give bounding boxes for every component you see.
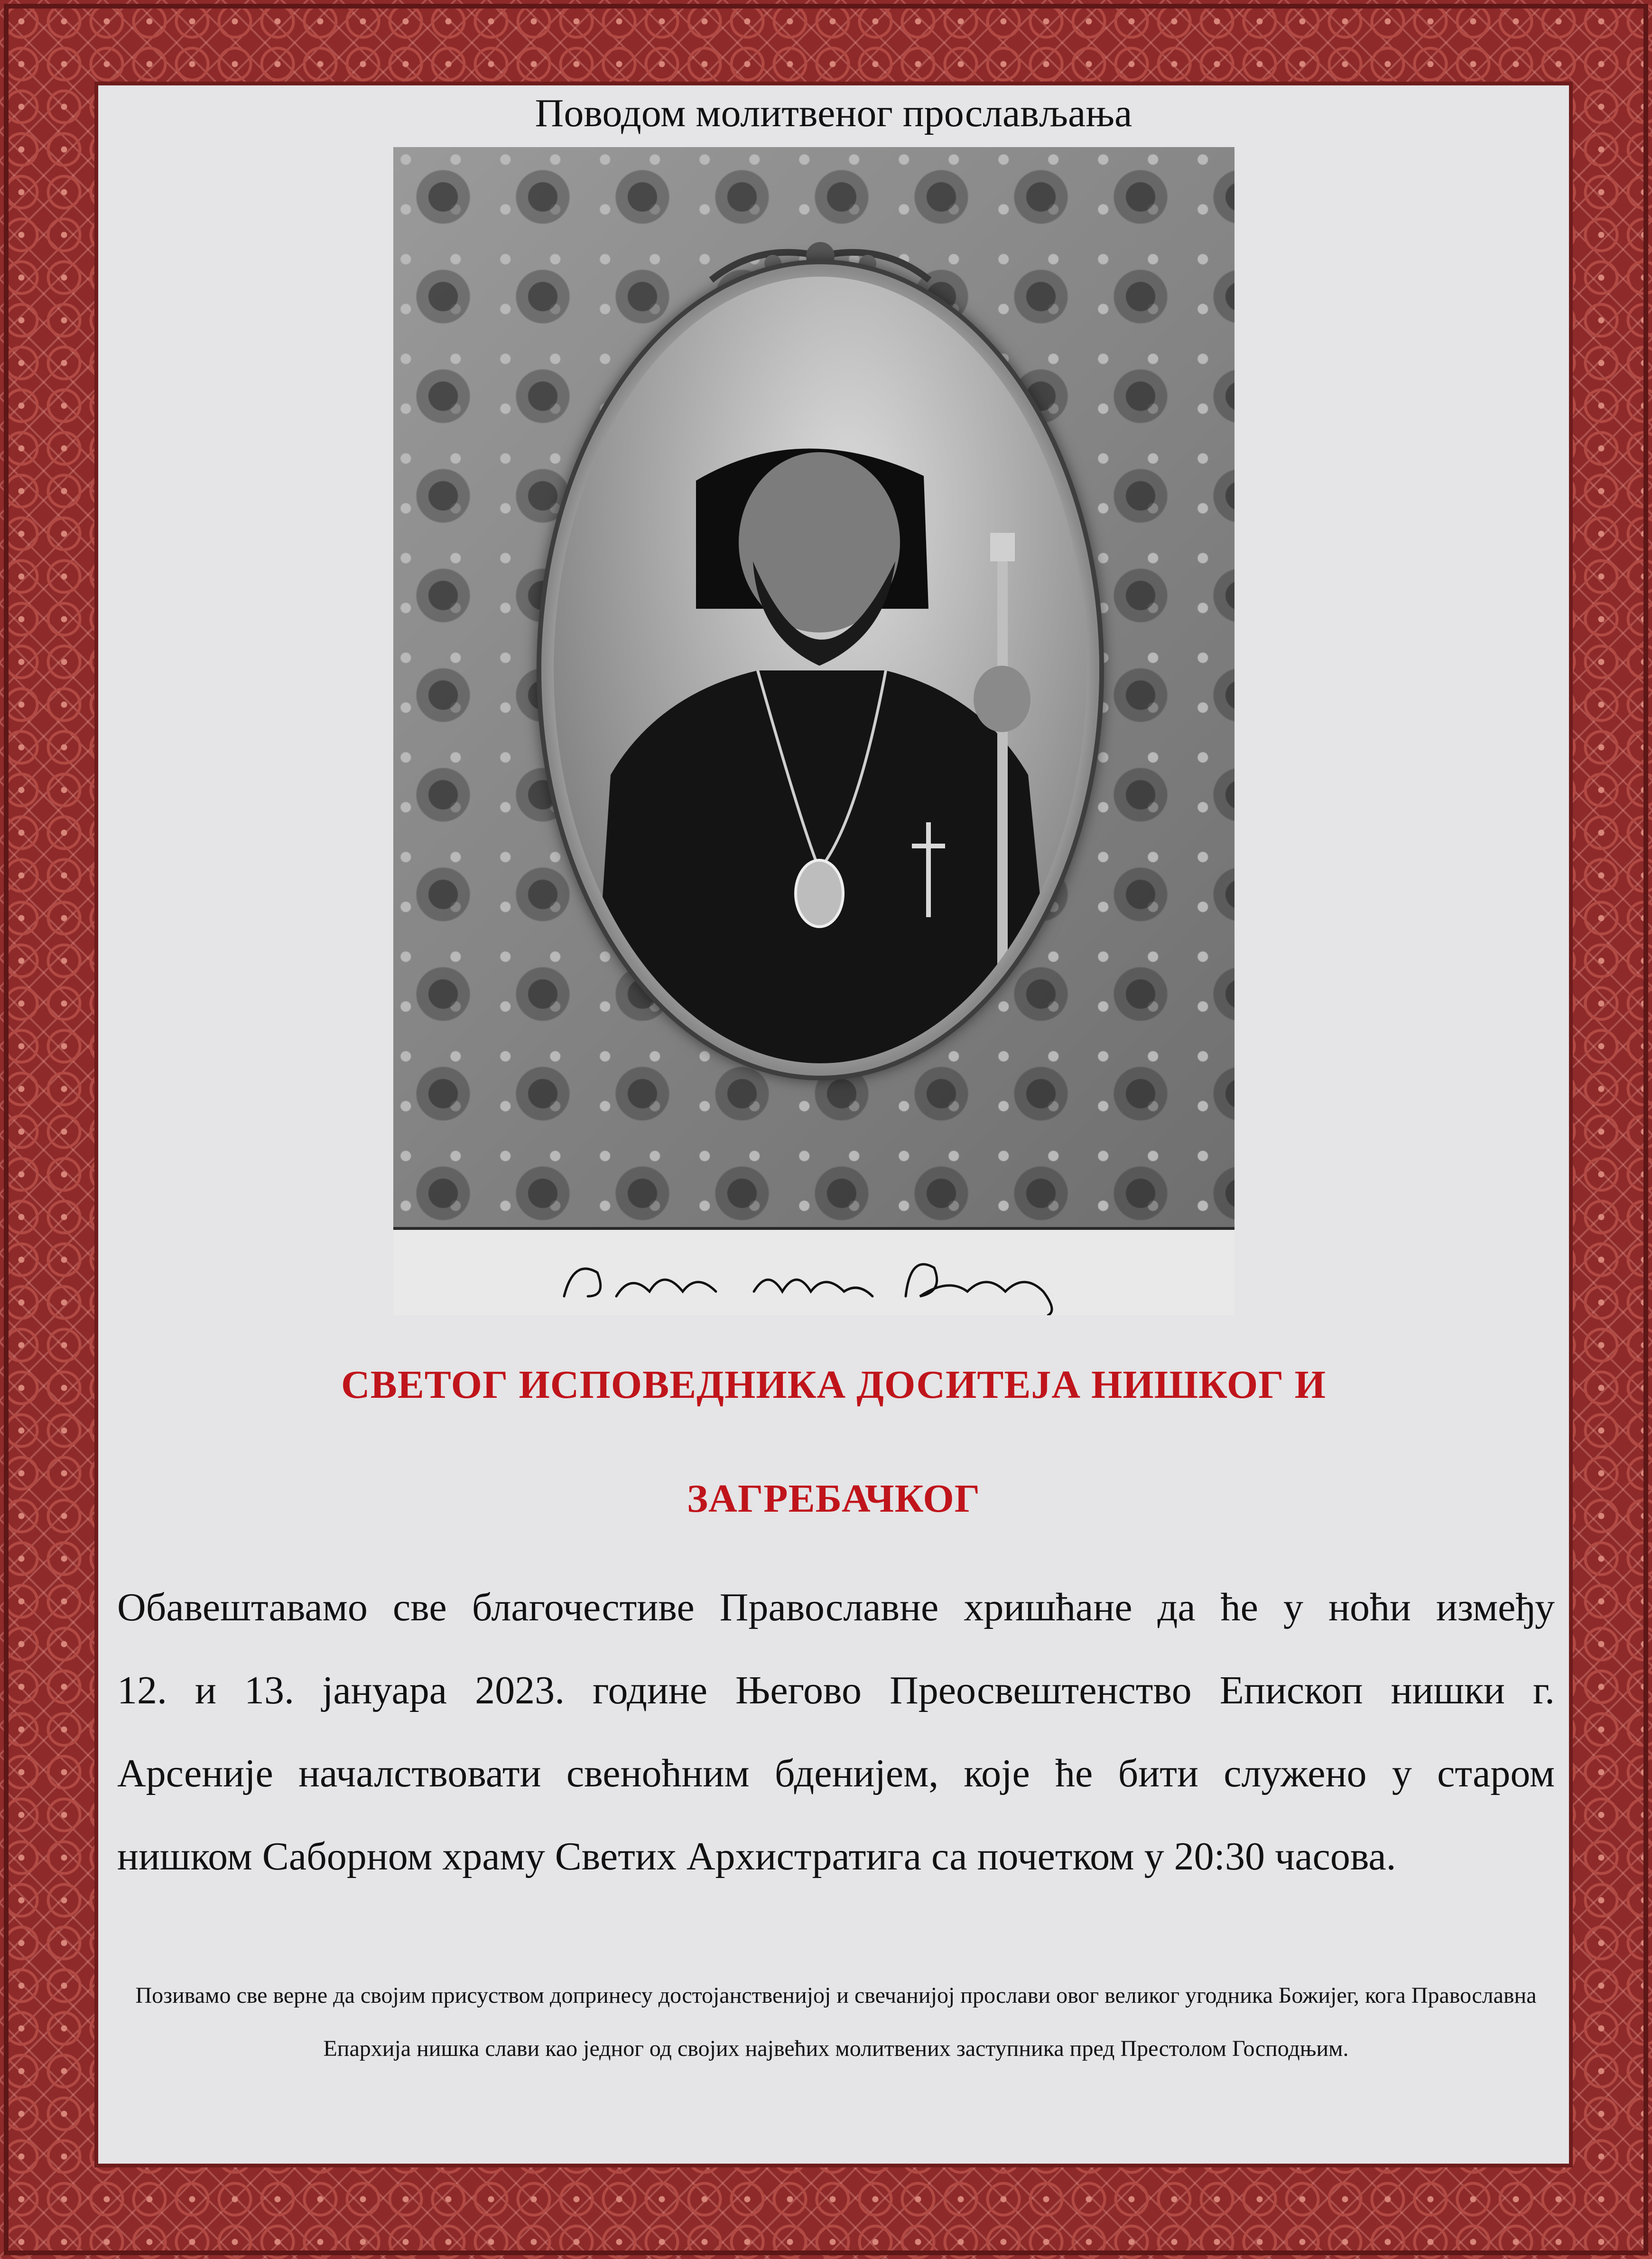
oval-frame bbox=[541, 264, 1099, 1076]
bishop-portrait-photo bbox=[393, 147, 1234, 1315]
signature-handwriting bbox=[393, 1244, 1234, 1315]
occasion-line: Поводом молитвеног прослављања bbox=[535, 91, 1132, 135]
announcement-line: Арсеније началствовати свеноћним бденијем, које ће бити служено у старом bbox=[117, 1751, 1555, 1795]
portrait-oval bbox=[554, 277, 1087, 1063]
feast-title-line-2: ЗАГРЕБАЧКОГ bbox=[687, 1477, 981, 1521]
announcement-line: Обавештавамо све благочестиве Православне хришћане да ће у ноћи између bbox=[117, 1585, 1555, 1629]
page-panel bbox=[98, 85, 1569, 2164]
bishop-figure-icon bbox=[554, 277, 1087, 1063]
announcement-line: 12. и 13. јануара 2023. године Његово Преосвештенство Епископ нишки г. bbox=[117, 1668, 1555, 1712]
announcement-paragraph bbox=[117, 1566, 1555, 1898]
feast-title-line-1: СВЕТОГ ИСПОВЕДНИКА ДОСИТЕЈА НИШКОГ И bbox=[341, 1363, 1326, 1407]
signature-strip bbox=[393, 1227, 1234, 1315]
announcement-line: нишком Саборном храму Светих Архистратига са почетком у 20:30 часова. bbox=[117, 1834, 1396, 1878]
invitation-paragraph: Позивамо све верне да својим присуством допринесу достојанственијој и свечанијој прослави овог великог угодника Божијег, кога Православна Епархија нишка слави као једног од својих највећих молитвених заступника пред Престолом Господњим. bbox=[135, 1983, 1537, 2061]
